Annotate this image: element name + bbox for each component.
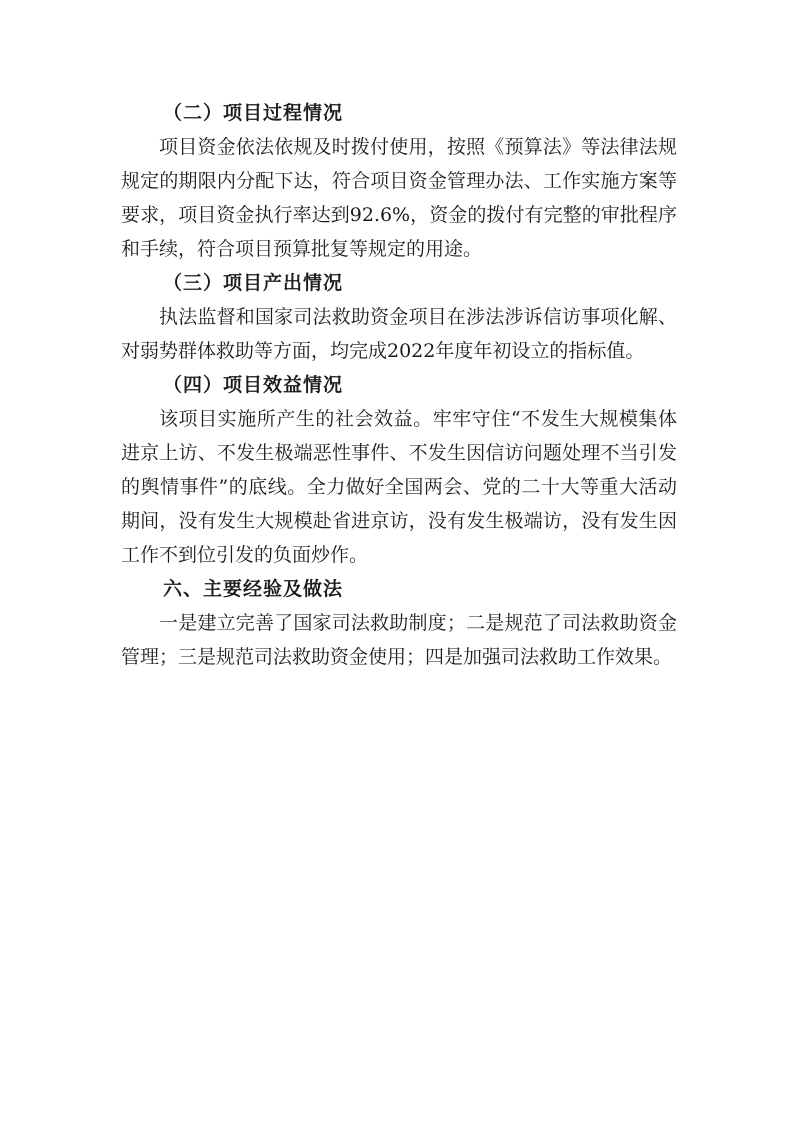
section-heading-main-experience: 六、主要经验及做法: [163, 578, 344, 600]
section-text-main-experience: 一是建立完善了国家司法救助制度；二是规范了司法救助资金管理；三是规范司法救助资金使用；四是加强司法救助工作效果。: [121, 612, 677, 668]
section-heading-project-benefit: （四）项目效益情况: [163, 374, 344, 396]
section-text-project-benefit: 该项目实施所产生的社会效益。牢牢守住“不发生大规模集体进京上访、不发生极端恶性事件、不发生因信访问题处理不当引发的舆情事件”的底线。全力做好全国两会、党的二十大等重大活动期间，没有发生大规模赴省进京访，没有发生极端访，没有发生因工作不到位引发的负面炒作。: [121, 408, 677, 566]
section-text-project-process: 项目资金依法依规及时拨付使用，按照《预算法》等法律法规规定的期限内分配下达，符合项目资金管理办法、工作实施方案等要求，项目资金执行率达到92.6%，资金的拨付有完整的审批程序和手续，符合项目预算批复等规定的用途。: [121, 136, 677, 260]
section-text-project-output: 执法监督和国家司法救助资金项目在涉法涉诉信访事项化解、对弱势群体救助等方面，均完成2022年度年初设立的指标值。: [121, 306, 677, 362]
document-body: [121, 96, 677, 674]
section-heading-project-process: （二）项目过程情况: [163, 102, 344, 124]
section-heading-project-output: （三）项目产出情况: [163, 272, 344, 294]
